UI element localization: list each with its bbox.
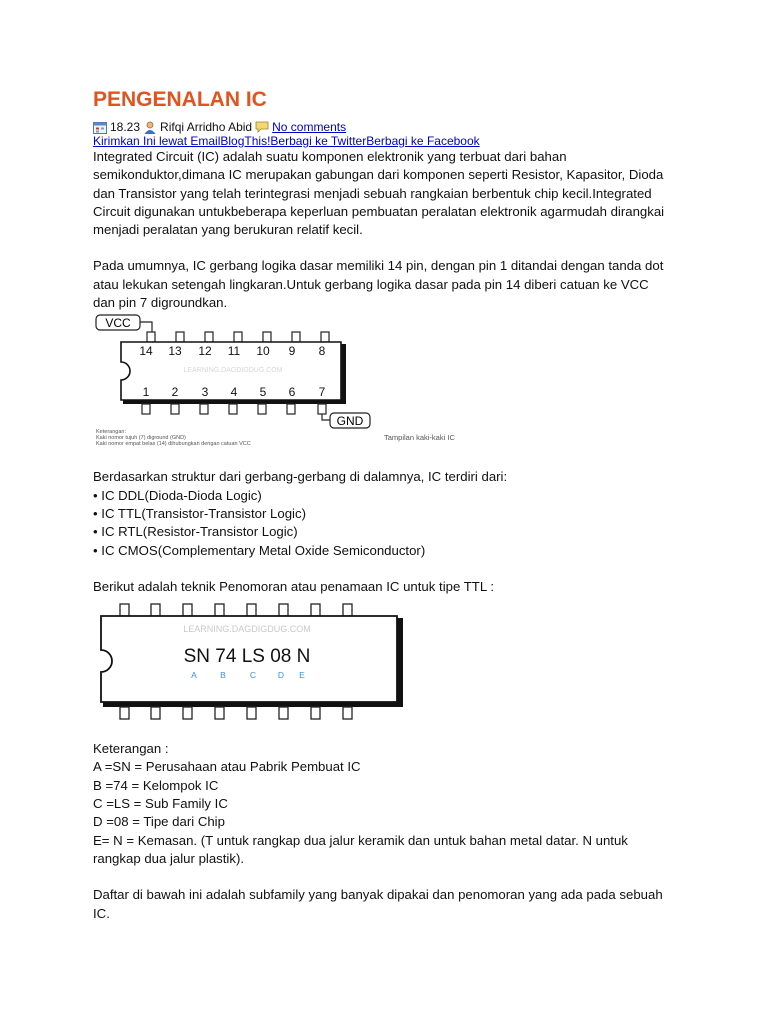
- bottom-pin-5: 5: [259, 385, 267, 400]
- share-links: [93, 134, 673, 148]
- list-item: • IC RTL(Resistor-Transistor Logic): [93, 524, 298, 540]
- legend-item: E= N = Kemasan. (T untuk rangkap dua jalur keramik dan untuk bahan metal datar. N untuk rangkap dua jalur plastik).: [93, 832, 628, 866]
- letter-a: A: [191, 670, 197, 681]
- letter-d: D: [277, 670, 285, 681]
- top-pin-12: 12: [198, 344, 212, 359]
- letter-b: B: [220, 670, 226, 681]
- gnd-label: GND: [336, 414, 364, 429]
- numbering-intro: Berikut adalah teknik Penomoran atau penamaan IC untuk tipe TTL :: [93, 578, 494, 594]
- legend-item: D =08 = Tipe dari Chip: [93, 814, 225, 830]
- list-item: • IC TTL(Transistor-Transistor Logic): [93, 505, 306, 521]
- share-email-link[interactable]: Kirimkan Ini lewat Email: [93, 134, 221, 148]
- figure1-note-line1: Kaki nomor tujuh (7) diground (GND): [96, 435, 186, 442]
- letter-c: C: [249, 670, 257, 681]
- structure-intro: Berdasarkan struktur dari gerbang-gerbang di dalamnya, IC terdiri dari:: [93, 469, 508, 485]
- ic-code: SN 74 LS 08 N: [183, 646, 311, 668]
- list-item: • IC DDL(Dioda-Dioda Logic): [93, 487, 262, 503]
- legend-title: Keterangan :: [93, 741, 169, 757]
- top-pin-9: 9: [288, 344, 296, 359]
- comments-link[interactable]: No comments: [272, 120, 347, 134]
- figure1-note-title: Keterangan:: [96, 429, 126, 436]
- user-icon: [143, 121, 157, 134]
- post-time: 18.23: [110, 120, 141, 134]
- letter-e: E: [299, 670, 305, 681]
- bottom-pin-1: 1: [142, 385, 150, 400]
- pin-paragraph: Pada umumnya, IC gerbang logika dasar memiliki 14 pin, dengan pin 1 ditandai dengan tanda dot atau lekukan setengah lingkaran.Untuk gerbang logika dasar pada pin 14 diberi catuan ke VCC dan pin 7 digroundkan.: [93, 258, 664, 311]
- ic-naming-figure: [97, 600, 409, 736]
- bottom-pin-3: 3: [201, 385, 209, 400]
- post-author: Rifqi Arridho Abid: [160, 120, 253, 134]
- vcc-label: VCC: [105, 316, 131, 331]
- bottom-pin-2: 2: [171, 385, 179, 400]
- top-pin-11: 11: [227, 344, 241, 359]
- bottom-pin-4: 4: [230, 385, 238, 400]
- figure2-watermark: LEARNING.DAGDIGDUG.COM: [183, 624, 311, 635]
- figure1-caption: Tampilan kaki-kaki IC: [384, 433, 455, 443]
- bottom-pin-6: 6: [288, 385, 296, 400]
- naming-bottom-pins: [120, 707, 352, 719]
- figure1-watermark: LEARNING.DAGDIGDUG.COM: [183, 367, 283, 375]
- article: [93, 86, 673, 923]
- bottom-pins: [142, 404, 326, 414]
- legend-item: A =SN = Perusahaan atau Pabrik Pembuat IC: [93, 759, 361, 775]
- figure1-note-line2: Kaki nomor empat belas (14) dihubungkan dengan catuan VCC: [96, 441, 251, 448]
- intro-paragraph: Integrated Circuit (IC) adalah suatu komponen elektronik yang terbuat dari bahan semikonduktor,dimana IC merupakan gabungan dari komponen seperti Resistor, Kapasitor, Dioda dan Transistor yang telah terintegrasi menjadi sebuah rangkaian berbentuk chip kecil.Integrated Circuit digunakan untukbeberapa keperluan pembuatan peralatan elektronik agarmudah dirangkai menjadi peralatan yang berukuran relatif kecil.: [93, 149, 665, 238]
- top-pin-8: 8: [318, 344, 326, 359]
- ic-type-list: [93, 487, 673, 560]
- ic-pinout-figure: [93, 314, 483, 454]
- legend-item: C =LS = Sub Family IC: [93, 796, 228, 812]
- post-meta: [93, 120, 673, 134]
- share-twitter-link[interactable]: Berbagi ke Twitter: [270, 134, 367, 148]
- subfamily-paragraph: Daftar di bawah ini adalah subfamily yang banyak dipakai dan penomoran yang ada pada sebuah IC.: [93, 887, 663, 921]
- comment-icon: [255, 121, 269, 134]
- top-pin-10: 10: [256, 344, 270, 359]
- bottom-pin-7: 7: [318, 385, 326, 400]
- share-facebook-link[interactable]: Berbagi ke Facebook: [366, 134, 480, 148]
- naming-top-pins: [120, 604, 352, 616]
- post-title: PENGENALAN IC: [93, 88, 267, 111]
- top-pin-14: 14: [139, 344, 153, 359]
- top-pins: [147, 332, 329, 342]
- top-pin-13: 13: [168, 344, 182, 359]
- calendar-icon: [93, 121, 107, 134]
- share-blogthis-link[interactable]: BlogThis!: [220, 134, 271, 148]
- legend-item: B =74 = Kelompok IC: [93, 777, 219, 793]
- list-item: • IC CMOS(Complementary Metal Oxide Semiconductor): [93, 542, 426, 558]
